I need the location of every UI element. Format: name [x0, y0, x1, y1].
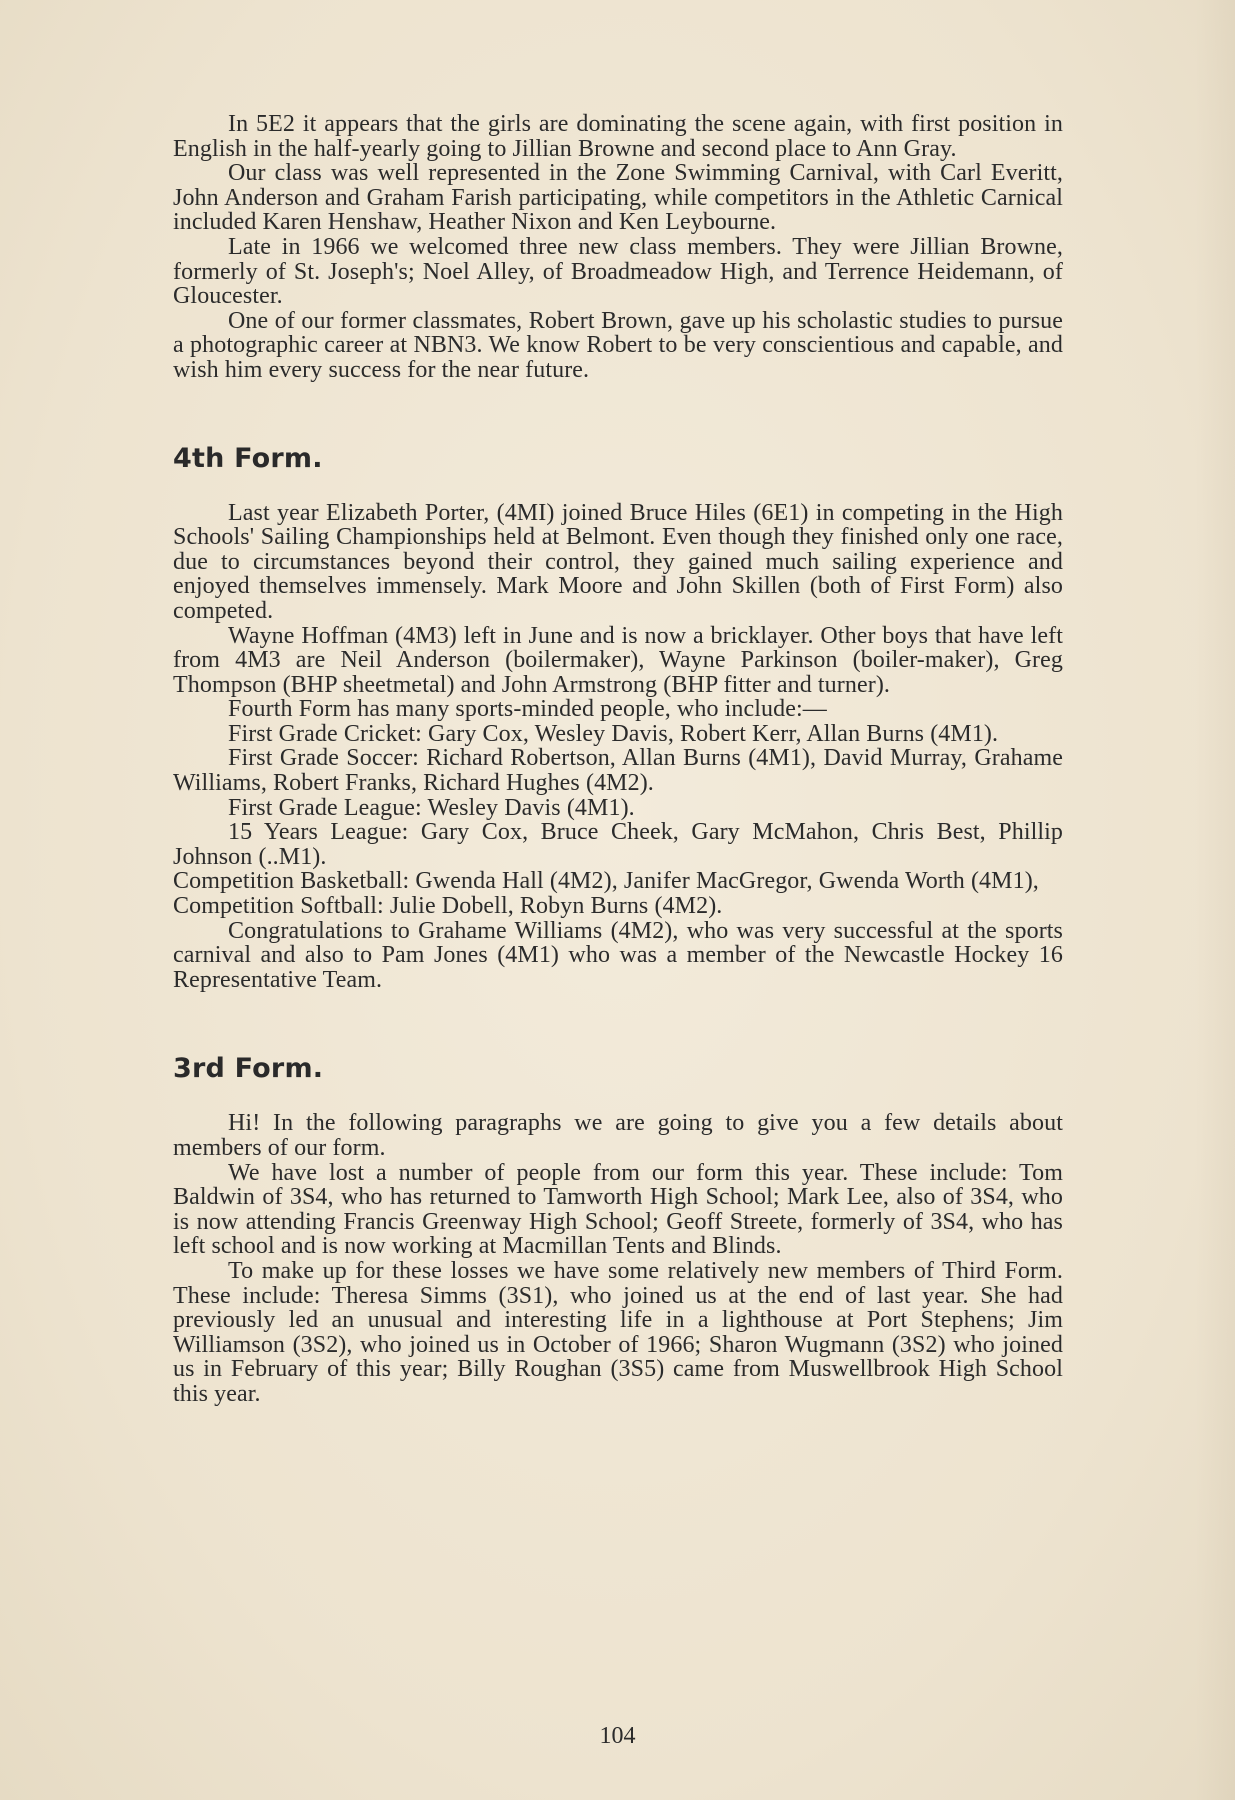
fourth-form-soccer: First Grade Soccer: Richard Robertson, Allan Burns (4M1), David Murray, Grahame Williams, Robert Franks, Richard Hughes (4M2). [173, 745, 1063, 797]
fourth-form-congratulations: Congratulations to Grahame Williams (4M2), who was very successful at the sports carnival and also to Pam Jones (4M1) who was a member of the Newcastle Hockey 16 Representative Team. [173, 917, 1063, 993]
fourth-form-paragraph-1: Last year Elizabeth Porter, (4MI) joined Bruce Hiles (6E1) in competing in the High Schools' Sailing Championships held at Belmont. Even though they finished only one race, due to circumstances beyond their control, they gained much sailing experience and enjoyed themselves immensely. Mark Moore and John Skillen (both of First Form) also competed. [173, 499, 1063, 624]
third-form-paragraph-1: Hi! In the following paragraphs we are going to give you a few details about members of our form. [173, 1110, 1063, 1161]
third-form-paragraph-3: To make up for these losses we have some relatively new members of Third Form. These include: Theresa Simms (3S1), who joined us at the end of last year. She had previously led an unusual and interesting life in a lighthouse at Port Stephens; Jim Williamson (3S2), who joined us in October of 1966; Sharon Wugmann (3S2) who joined us in February of this year; Billy Roughan (3S5) came from Muswellbrook High School this year. [173, 1257, 1063, 1407]
fourth-form-league: First Grade League: Wesley Davis (4M1). [228, 794, 635, 821]
third-form-paragraph-2: We have lost a number of people from our form this year. These include: Tom Baldwin of 3S4, who has returned to Tamworth High School; Mark Lee, also of 3S4, who is now attending Francis Greenway High School; Geoff Streete, formerly of 3S4, who has left school and is now working at Macmillan Tents and Blinds. [173, 1159, 1063, 1260]
document-page [173, 112, 1063, 1407]
fourth-form-15-years-league: 15 Years League: Gary Cox, Bruce Cheek, Gary McMahon, Chris Best, Phillip Johnson (..M1). [173, 819, 1063, 870]
fourth-form-softball: Competition Softball: Julie Dobell, Robyn Burns (4M2). [173, 893, 723, 920]
page-number: 104 [599, 1723, 636, 1749]
fourth-form-paragraph-2: Wayne Hoffman (4M3) left in June and is now a bricklayer. Other boys that have left from 4M3 are Neil Anderson (boilermaker), Wayne Parkinson (boiler-maker), Greg Thompson (BHP sheetmetal) and John Armstrong (BHP fitter and turner). [173, 622, 1063, 698]
intro-paragraph-1: In 5E2 it appears that the girls are dominating the scene again, with first position in English in the half-yearly going to Jillian Browne and second place to Ann Gray. [173, 111, 1063, 162]
fourth-form-cricket: First Grade Cricket: Gary Cox, Wesley Davis, Robert Kerr, Allan Burns (4M1). [228, 720, 999, 747]
third-form-heading: 3rd Form. [173, 1053, 324, 1085]
fourth-form-section [173, 443, 1063, 993]
intro-paragraph-2: Our class was well represented in the Zone Swimming Carnival, with Carl Everitt, John Anderson and Graham Farish participating, while competitors in the Athletic Carnical included Karen Henshaw, Heather Nixon and Ken Leybourne. [173, 160, 1063, 236]
fourth-form-basketball: Competition Basketball: Gwenda Hall (4M2), Janifer MacGregor, Gwenda Worth (4M1), [173, 868, 1039, 895]
fourth-form-paragraph-3: Fourth Form has many sports-minded people, who include:— [228, 696, 827, 723]
intro-paragraph-3: Late in 1966 we welcomed three new class members. They were Jillian Browne, formerly of St. Joseph's; Noel Alley, of Broadmeadow High, and Terrence Heidemann, of Gloucester. [173, 233, 1063, 310]
intro-section [173, 112, 1063, 383]
third-form-section [173, 1053, 1063, 1406]
intro-paragraph-4: One of our former classmates, Robert Brown, gave up his scholastic studies to pursue a photographic career at NBN3. We know Robert to be very conscientious and capable, and wish him every success for the near future. [173, 307, 1063, 383]
fourth-form-heading: 4th Form. [173, 442, 323, 474]
page-edge-shading [1195, 0, 1235, 1800]
